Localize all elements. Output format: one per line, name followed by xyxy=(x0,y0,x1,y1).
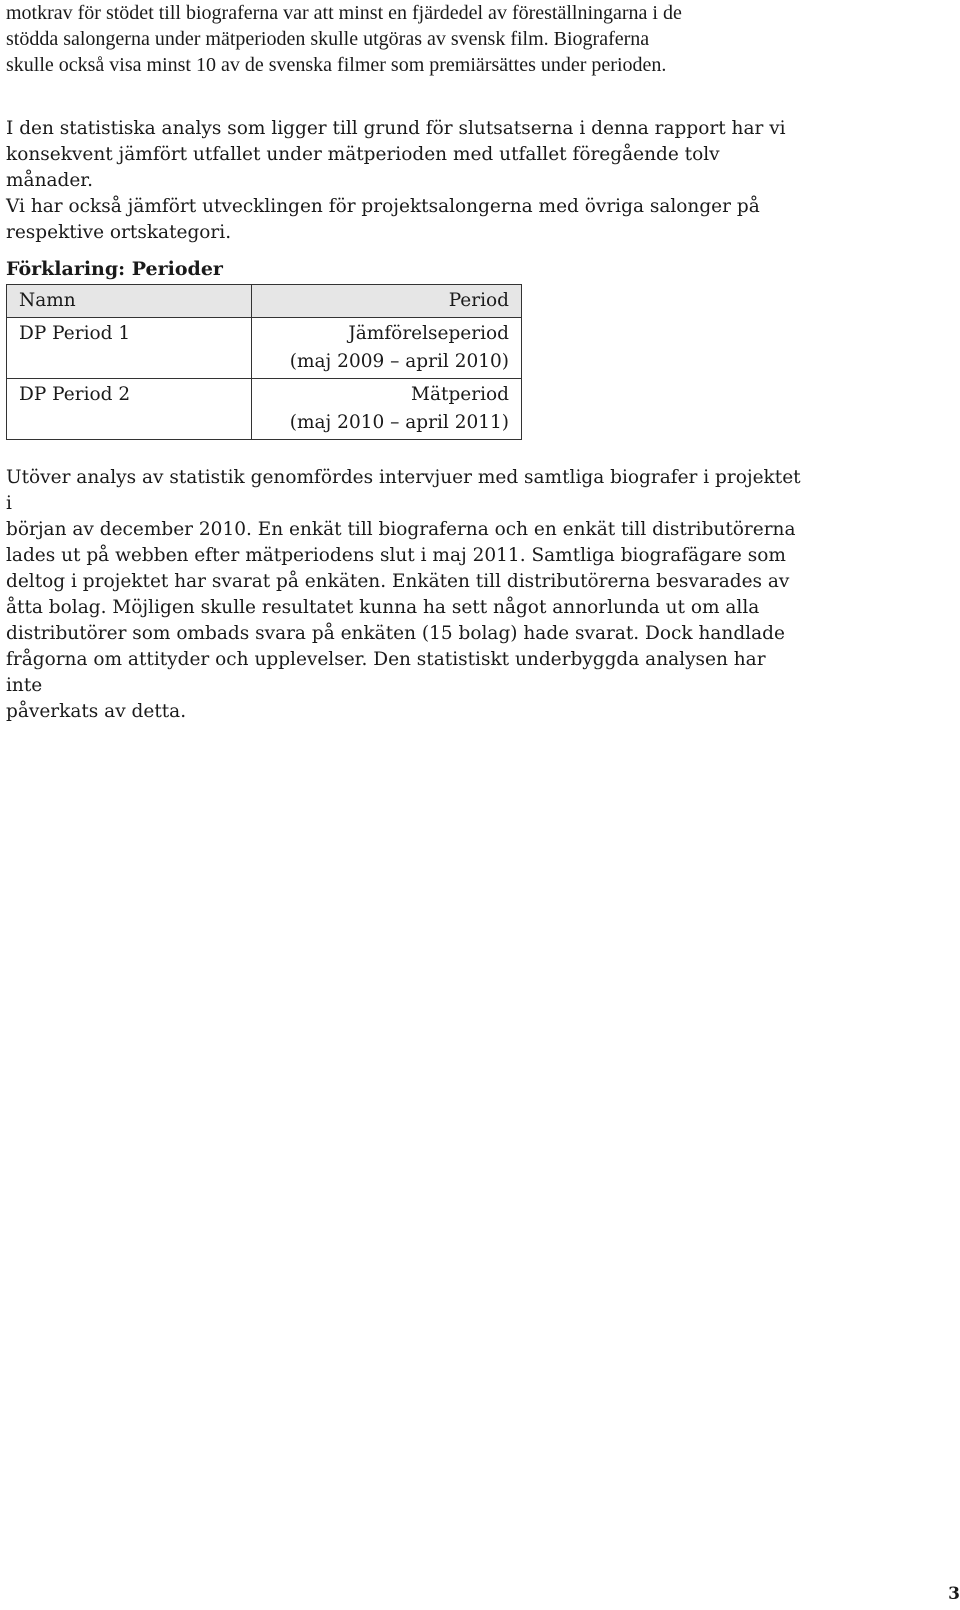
period-range: (maj 2010 – april 2011) xyxy=(289,412,509,433)
period-label: Jämförelseperiod xyxy=(348,323,509,344)
paragraph-statistical-analysis: I den statistiska analys som ligger till grund för slutsatserna i denna rapport har vi konsekvent jämfört utfallet under mätperioden med utfallet föregående tolv månader. Vi har också jämfört utvecklingen för projektsalongerna med övriga salonger på respektive ortskategori. xyxy=(6,118,786,243)
table-header-row xyxy=(7,285,522,318)
period-legend-table xyxy=(6,284,522,440)
row-period xyxy=(252,318,522,379)
paragraph-interviews-survey: Utöver analys av statistik genomfördes intervjuer med samtliga biografer i projektet i början av december 2010. En enkät till biograferna och en enkät till distributörerna lades ut på webben efter mätperiodens slut i maj 2011. Samtliga biografägare som deltog i projektet har svarat på enkäten. Enkäten till distributörerna besvarades av åtta bolag. Möjligen skulle resultatet kunna ha sett något annorlunda ut om alla distributörer som ombads svara på enkäten (15 bolag) hade svarat. Dock handlade frågorna om attityder och upplevelser. Den statistiskt underbyggda analysen har inte påverkats av detta. xyxy=(6,467,801,722)
row-name: DP Period 1 xyxy=(7,318,252,379)
legend-title: Förklaring: Perioder xyxy=(6,258,223,280)
period-label: Mätperiod xyxy=(411,384,509,405)
period-range: (maj 2009 – april 2010) xyxy=(289,351,509,372)
header-period: Period xyxy=(252,285,522,318)
row-name: DP Period 2 xyxy=(7,379,252,440)
row-period xyxy=(252,379,522,440)
header-name: Namn xyxy=(7,285,252,318)
table-row xyxy=(7,379,522,440)
table-row xyxy=(7,318,522,379)
page-number: 3 xyxy=(948,1584,960,1604)
paragraph-support-requirements: motkrav för stödet till biograferna var att minst en fjärdedel av föreställningarna i de stödda salongerna under mätperioden skulle utgöras av svensk film. Biograferna skulle också visa minst 10 av de svenska filmer som premiärsättes under perioden. xyxy=(6,2,682,76)
